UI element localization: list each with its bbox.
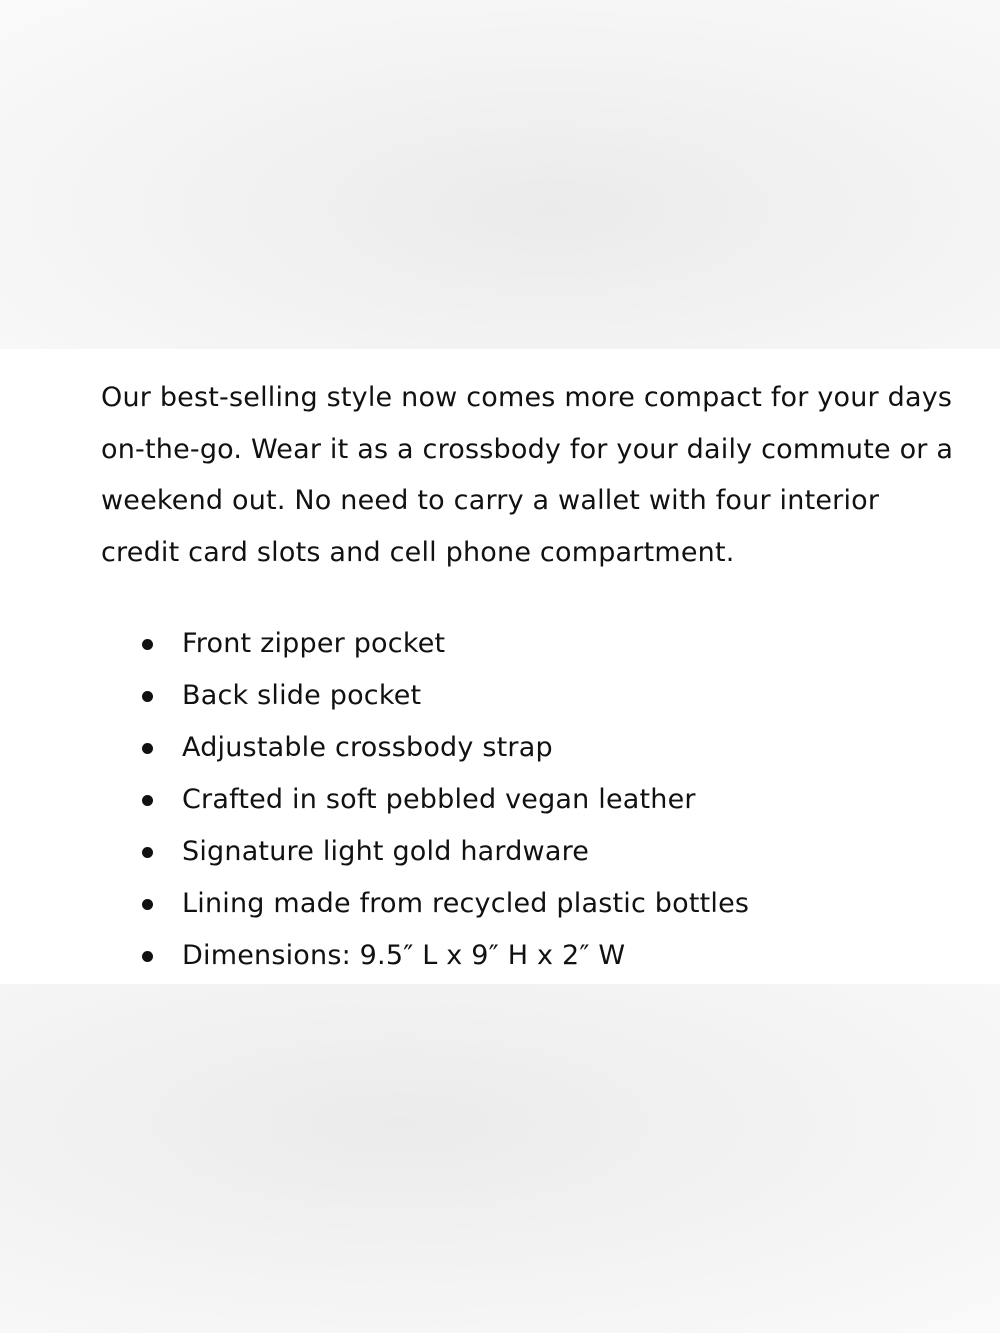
bullet-icon: [142, 795, 153, 806]
feature-text: Adjustable crossbody strap: [182, 732, 553, 763]
feature-text: Crafted in soft pebbled vegan leather: [182, 784, 696, 815]
bullet-icon: [142, 743, 153, 754]
bullet-icon: [142, 639, 153, 650]
feature-item-recycled-lining: [0, 878, 1000, 930]
top-image-area: [0, 0, 1000, 349]
feature-text: Back slide pocket: [182, 680, 422, 711]
bullet-icon: [142, 899, 153, 910]
feature-text: Dimensions: 9.5″ L x 9″ H x 2″ W: [182, 940, 626, 971]
product-description: Our best-selling style now comes more compact for your days on-the-go. Wear it as a crossbody for your daily commute or a weekend out. No need to carry a wallet with four interior credit card slots and cell phone compartment.: [101, 382, 954, 568]
feature-text: Signature light gold hardware: [182, 836, 590, 867]
bullet-icon: [142, 951, 153, 962]
bottom-image-area: [0, 984, 1000, 1333]
feature-text: Lining made from recycled plastic bottles: [182, 888, 750, 919]
feature-item-dimensions: [0, 930, 1000, 982]
feature-item-back-slide-pocket: [0, 670, 1000, 722]
feature-item-front-zipper-pocket: [0, 618, 1000, 670]
feature-item-vegan-leather: [0, 774, 1000, 826]
feature-item-adjustable-strap: [0, 722, 1000, 774]
feature-list: [0, 618, 1000, 982]
feature-item-gold-hardware: [0, 826, 1000, 878]
bullet-icon: [142, 847, 153, 858]
feature-text: Front zipper pocket: [182, 628, 446, 659]
bullet-icon: [142, 691, 153, 702]
